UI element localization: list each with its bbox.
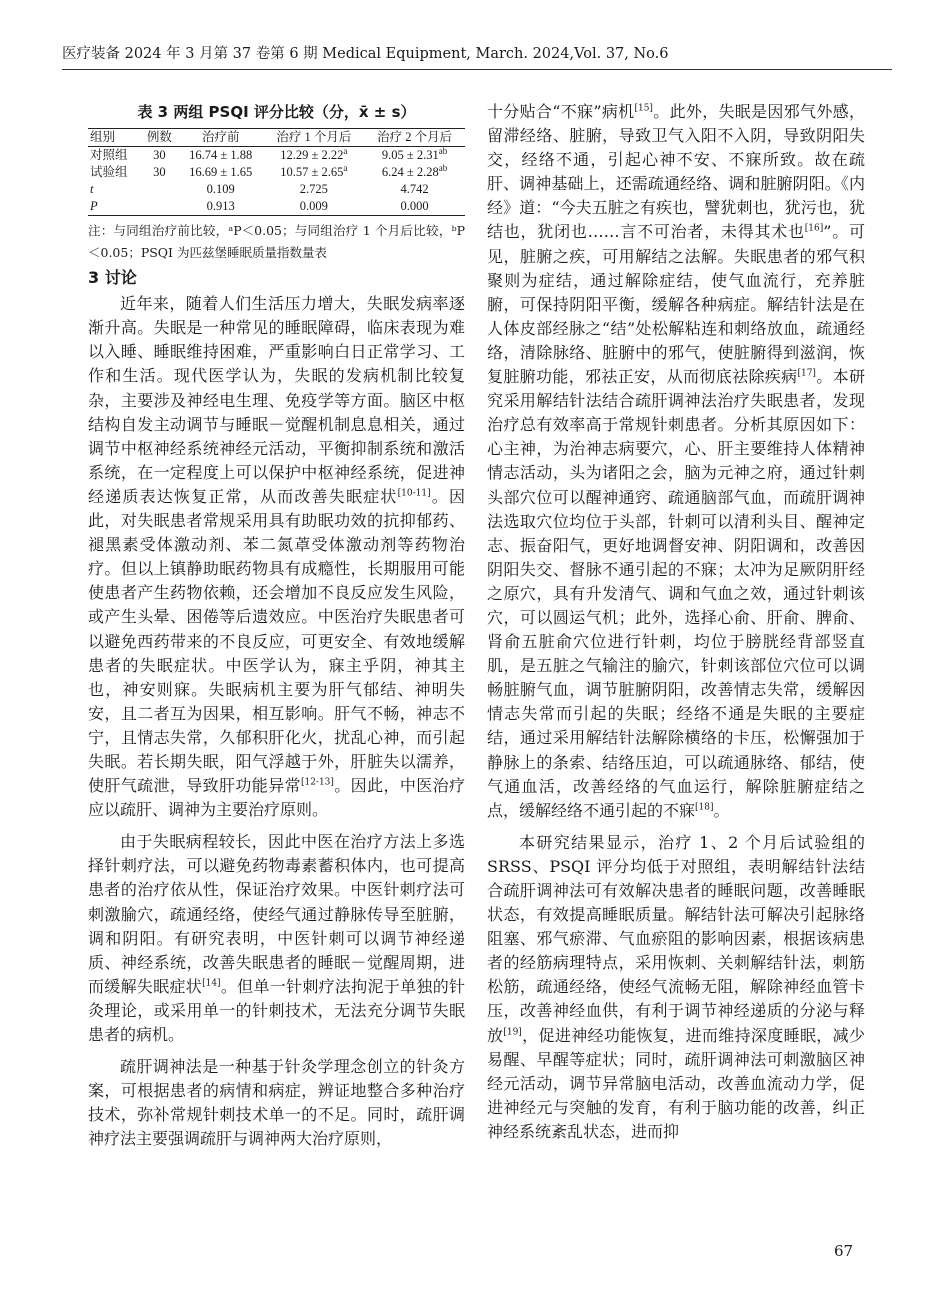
page-number: 67 (834, 1242, 854, 1260)
table-header-cell: 例数 (146, 130, 172, 145)
table-body (88, 147, 465, 216)
table-row (88, 164, 465, 181)
table-header-row (88, 129, 465, 147)
table-cell: 对照组 (90, 148, 128, 163)
table-header-cell: 组别 (90, 130, 116, 145)
right-body (487, 100, 865, 1144)
table-row (88, 198, 465, 216)
table-row (88, 147, 465, 165)
psqi-table (88, 128, 465, 216)
citation: [12-13] (300, 777, 334, 788)
table-header-cell: 治疗 2 个月后 (377, 130, 453, 145)
table-cell: 试验组 (90, 165, 128, 180)
table-header-cell: 治疗前 (201, 130, 240, 145)
table-cell: 0.109 (206, 182, 235, 197)
running-header: 医疗装备 2024 年 3 月第 37 卷第 6 期 Medical Equipment, March. 2024,Vol. 37, No.6 (62, 42, 892, 70)
right-column (487, 100, 865, 1144)
citation: [14] (202, 978, 221, 989)
table-cell: 16.74 ± 1.88 (189, 148, 253, 163)
left-body (88, 292, 465, 1151)
table-header-cell: 治疗 1 个月后 (276, 130, 352, 145)
section-heading: 3 讨论 (88, 268, 137, 288)
table-cell: P (90, 199, 98, 214)
table-cell: 2.725 (299, 182, 328, 197)
table-cell: 16.69 ± 1.65 (189, 165, 253, 180)
citation: [16] (804, 224, 824, 235)
table-cell (141, 198, 178, 216)
table-cell: 0.000 (400, 199, 429, 214)
citation: [18] (695, 802, 714, 813)
citation: [15] (634, 103, 653, 114)
citation: [17] (797, 368, 816, 379)
table-cell: 30 (153, 148, 166, 163)
table-cell: 0.009 (299, 199, 328, 214)
table-cell: 4.742 (400, 182, 429, 197)
paragraph: 近年来，随着人们生活压力增大，失眠发病率逐渐升高。失眠是一种常见的睡眠障碍，临床表现为难以入睡、睡眠维持困难，严重影响白日正常学习、工作和生活。现代医学认为，失眠的发病机制比较复杂，主要涉及神经电生理、免疫学等方面。脑区中枢结构自发主动调节与睡眠－觉醒机制息息相关，通过调节中枢神经系统神经元活动，平衡抑制系统和激活系统，在一定程度上可以保护中枢神经系统，促进神经递质表达恢复正常，从而改善失眠症状[10-11]。因此，对失眠患者常规采用具有助眠功效的抗抑郁药、褪黑素受体激动剂、苯二氮䓬受体激动剂等药物治疗。但以上镇静助眠药物具有成瘾性，长期服用可能使患者产生药物依赖，还会增加不良反应发生风险，或产生头晕、困倦等后遗效应。中医治疗失眠患者可以避免西药带来的不良反应，可更安全、有效地缓解患者的失眠症状。中医学认为，寐主乎阴，神其主也，神安则寐。失眠病机主要为肝气郁结、神明失安，且二者互为因果，相互影响。肝气不畅，神志不宁，且情志失常，久郁积肝化火，扰乱心神，而引起失眠。若长期失眠，阳气浮越于外，肝脏失以濡养，使肝气疏泄，导致肝功能异常[12-13]。因此，中医治疗应以疏肝、调神为主要治疗原则。 (88, 294, 465, 820)
paragraph: 本研究结果显示，治疗 1、2 个月后试验组的SRSS、PSQI 评分均低于对照组，表明解结针法结合疏肝调神法可有效解决患者的睡眠问题，改善睡眠状态，有效提高睡眠质量。解结针法可解决引起脉络阻塞、邪气瘀滞、气血瘀阻的影响因素，根据该病患者的经筋病理特点，采用恢刺、关刺解结针法，刺筋松筋，疏通经络，使经气流畅无阻，解除神经血管卡压，改善神经血供，有利于调节神经递质的分泌与释放[19]，促进神经功能恢复，进而维持深度睡眠，减少易醒、早醒等症状；同时，疏肝调神法可刺激脑区神经元活动，调节异常脑电活动，改善血流动力学，促进神经元与突触的发育，有利于脑功能的改善，纠正神经系统紊乱状态，进而抑 (487, 832, 865, 1141)
paragraph: 由于失眠病程较长，因此中医在治疗方法上多选择针刺疗法，可以避免药物毒素蓄积体内，也可提高患者的治疗依从性，保证治疗效果。中医针刺疗法可刺激腧穴，疏通经络，使经气通过静脉传导至脏腑，调和阴阳。有研究表明，中医针刺可以调节神经递质、神经系统，改善失眠患者的睡眠－觉醒周期，进而缓解失眠症状[14]。但单一针刺疗法拘泥于单独的针灸理论，或采用单一的针刺技术，无法充分调节失眠患者的病机。 (88, 832, 465, 1044)
table-note: 注：与同组治疗前比较，ᵃP＜0.05；与同组治疗 1 个月后比较，ᵇP＜0.05；PSQI 为匹兹堡睡眠质量指数量表 (88, 223, 465, 261)
table-cell: 12.29 ± 2.22$^a$ (280, 145, 348, 163)
table-cell: 9.05 ± 2.31$^{ab}$ (381, 145, 448, 163)
table-caption: 表 3 两组 PSQI 评分比较（分，x̄ ± s） (137, 103, 416, 121)
citation: [19] (503, 1027, 522, 1038)
paragraph: 疏肝调神法是一种基于针灸学理念创立的针灸方案，可根据患者的病情和病症，辨证地整合多种治疗技术，弥补常规针刺技术单一的不足。同时，疏肝调神疗法主要强调疏肝与调神两大治疗原则， (88, 1057, 465, 1149)
table-cell: t (90, 182, 94, 197)
table-cell: 10.57 ± 2.65$^a$ (280, 162, 348, 180)
table-cell: 6.24 ± 2.28$^{ab}$ (381, 162, 448, 180)
table-row (88, 181, 465, 198)
citation: [10-11] (397, 488, 431, 499)
table-cell: 0.913 (206, 199, 235, 214)
left-column (88, 100, 465, 1151)
table-cell: 30 (153, 165, 166, 180)
table-cell (141, 181, 178, 198)
paragraph: 十分贴合“不寐”病机[15]。此外，失眠是因邪气外感，留滞经络、脏腑，导致卫气入阳不入阴，导致阴阳失交，经络不通，引起心神不安、不寐所致。故在疏肝、调神基础上，还需疏通经络、调和脏腑阴阳。《内经》道：“今夫五脏之有疾也，譬犹刺也，犹污也，犹结也，犹闭也……言不可治者，未得其术也[16]”。可见，脏腑之疾，可用解结之法解。失眠患者的邪气积聚则为症结，通过解除症结，使气血流行，充养脏腑，可保持阴阳平衡，缓解各种病症。解结针法是在人体皮部经脉之“结”处松解粘连和刺络放血，疏通经络，清除脉络、脏腑中的邪气，使脏腑得到滋润，恢复脏腑功能，邪祛正安，从而彻底祛除疾病[17]。本研究采用解结针法结合疏肝调神法治疗失眠患者，发现治疗总有效率高于常规针刺患者。分析其原因如下：心主神，为治神志病要穴，心、肝主要维持人体精神情志活动，头为诸阳之会，脑为元神之府，通过针刺头部穴位可以醒神通窍、疏通脑部气血，而疏肝调神法选取穴位均位于头部，针刺可以清利头目、醒神定志、振奋阳气，更好地调督安神、阴阳调和，改善因阴阳失交、督脉不通引起的不寐；太冲为足厥阴肝经之原穴，具有升发清气、调和气血之效，通过针刺该穴，可以圆运气机；此外，选择心俞、肝俞、脾俞、肾俞五脏俞穴位进行针刺，均位于膀胱经背部竖直肌，是五脏之气输注的腧穴，针刺该部位穴位可以调畅脏腑气血，调节脏腑阴阳，改善情志失常，缓解因情志失常而引起的失眠；经络不通是失眠的主要症结，通过采用解结针法解除横络的卡压，松懈强加于静脉上的条索、结络压迫，可以疏通脉络、郁结，使气通血活，改善经络的气血运行，解除脏腑症结之点，缓解经络不通引起的不寐[18]。 (487, 102, 865, 820)
